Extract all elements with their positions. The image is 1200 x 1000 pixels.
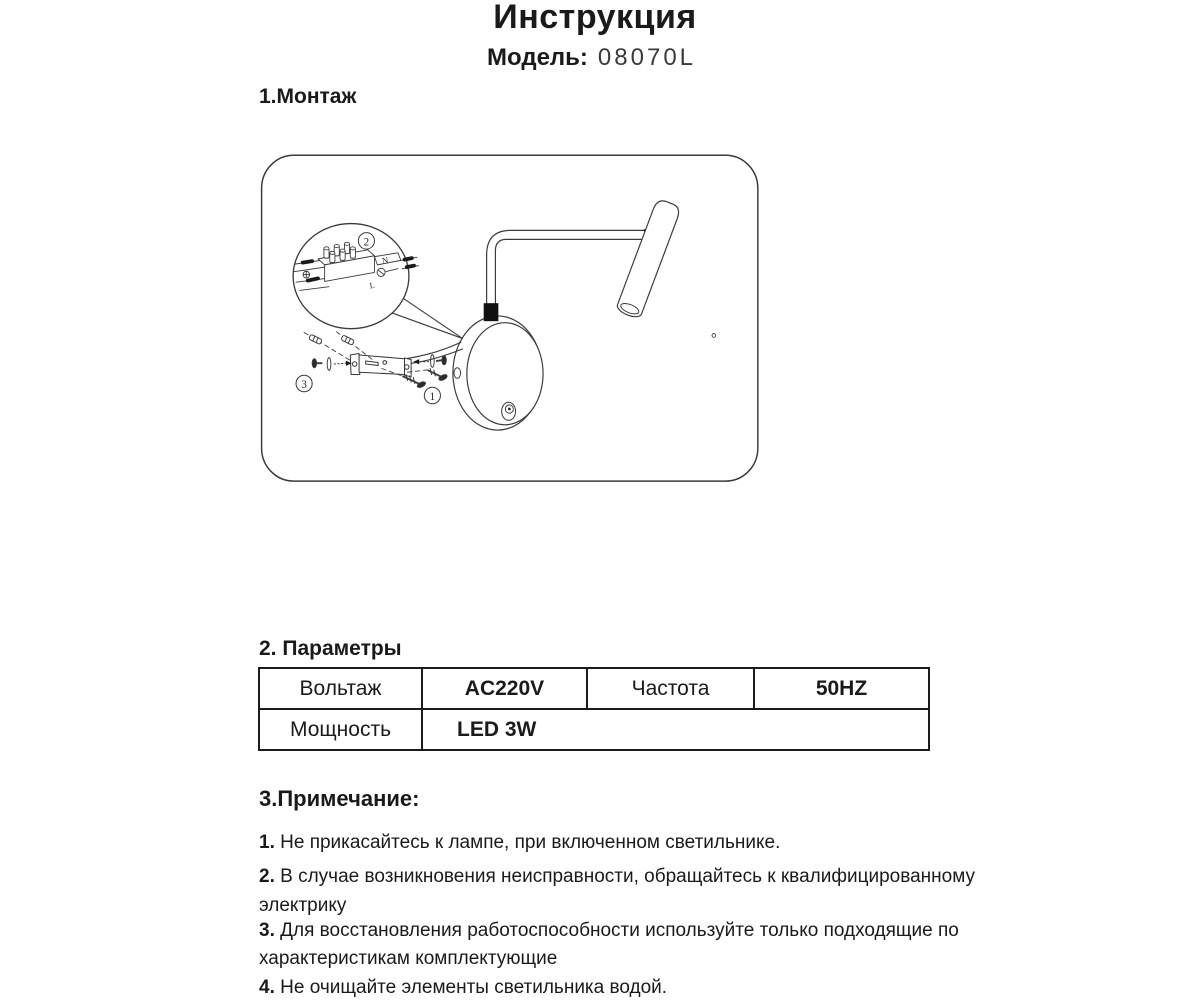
terminal-l-label: L	[369, 280, 376, 291]
svg-text:1: 1	[429, 390, 436, 404]
note-text: Для восстановления работоспособности используйте только подходящие по	[274, 920, 959, 941]
note-line: характеристикам комплектующие	[259, 948, 558, 969]
note-number: 3.	[259, 920, 275, 941]
param-power-value: LED 3W	[457, 717, 537, 741]
table-row	[260, 669, 928, 710]
terminal-n-label: N	[381, 254, 390, 266]
page-title: Инструкция	[493, 0, 697, 36]
magnifier-detail	[293, 224, 462, 339]
note-number: 4.	[259, 977, 275, 998]
params-table	[258, 667, 930, 751]
mounting-bracket	[350, 353, 411, 376]
param-power-label: Мощность	[260, 710, 423, 749]
param-voltage-value: AC220V	[423, 669, 588, 708]
section-mounting-heading: 1.Монтаж	[259, 85, 357, 108]
note-line	[259, 977, 667, 999]
callout-3	[296, 375, 312, 392]
model-value: 08070L	[597, 44, 697, 71]
note-text: Не очищайте элементы светильника водой.	[274, 977, 668, 998]
note-line	[259, 920, 959, 942]
magnifier-pointer	[392, 299, 462, 339]
screw-symbol-icon	[303, 271, 310, 278]
mounting-diagram	[255, 150, 955, 602]
note-number: 1.	[259, 832, 275, 853]
note-text: В случае возникновения неисправности, обращайтесь к квалифицированному	[274, 866, 975, 887]
terminal-block-detail	[294, 242, 419, 290]
param-frequency-value: 50HZ	[815, 676, 868, 700]
note-line: электрику	[259, 895, 347, 916]
note-line	[259, 866, 975, 888]
wall-plate	[453, 316, 543, 430]
section-notes-heading: 3.Примечание:	[259, 786, 420, 811]
screw-left-icon	[312, 358, 352, 371]
lamp-head	[615, 198, 681, 320]
wall-anchor-icon	[309, 334, 355, 345]
arm-plate-joint	[484, 303, 499, 321]
callout-2	[358, 233, 374, 250]
note-line	[259, 832, 780, 854]
model-label: Модель:	[487, 44, 588, 71]
section-params-heading: 2. Параметры	[259, 637, 402, 660]
param-frequency-label: Частота	[588, 669, 755, 708]
param-voltage-label: Вольтаж	[260, 669, 423, 708]
svg-text:3: 3	[301, 378, 307, 392]
svg-text:2: 2	[363, 236, 370, 249]
head-detail-dot	[712, 334, 716, 338]
callout-1	[424, 387, 440, 404]
table-row	[260, 710, 928, 749]
note-text: Не прикасайтесь к лампе, при включенном светильнике.	[274, 832, 781, 853]
note-number: 2.	[259, 866, 275, 887]
model-line	[487, 44, 696, 72]
